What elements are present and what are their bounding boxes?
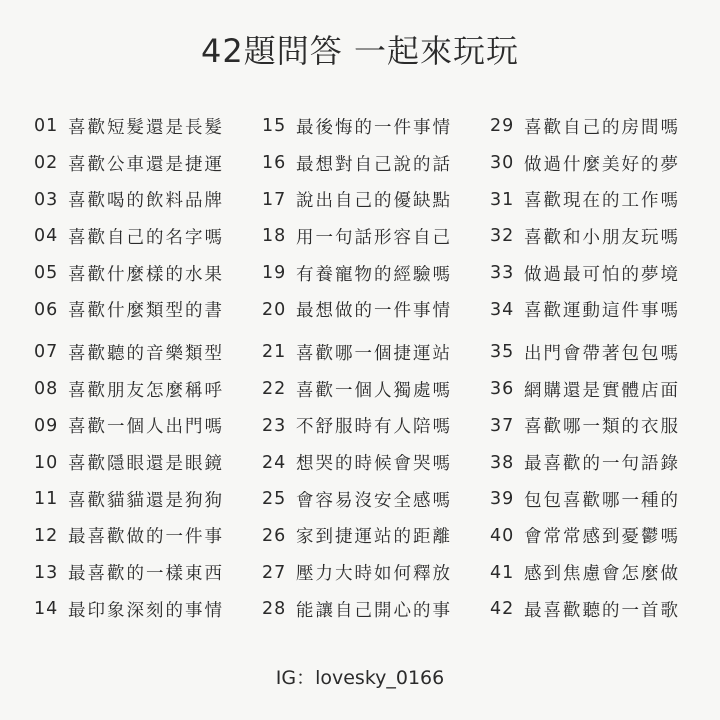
question-item bbox=[490, 334, 718, 371]
question-number: 23 bbox=[262, 415, 287, 436]
question-item bbox=[490, 408, 718, 445]
question-text: 喜歡喝的飲料品牌 bbox=[68, 191, 224, 212]
question-item bbox=[490, 255, 718, 292]
question-number: 09 bbox=[34, 415, 59, 436]
question-number: 08 bbox=[34, 379, 59, 400]
question-text: 網購還是實體店面 bbox=[524, 380, 680, 401]
question-item bbox=[262, 291, 490, 328]
question-item bbox=[490, 291, 718, 328]
question-number: 31 bbox=[490, 189, 515, 210]
question-text: 能讓自己開心的事 bbox=[296, 600, 452, 621]
question-item bbox=[262, 554, 490, 591]
question-item bbox=[490, 444, 718, 481]
question-number: 30 bbox=[490, 153, 515, 174]
question-number: 15 bbox=[262, 116, 287, 137]
question-number: 38 bbox=[490, 452, 515, 473]
question-item bbox=[34, 481, 262, 518]
question-text: 用一句話形容自己 bbox=[296, 227, 452, 248]
question-text: 喜歡哪一類的衣服 bbox=[524, 417, 680, 438]
question-number: 12 bbox=[34, 525, 59, 546]
question-item bbox=[490, 518, 718, 555]
question-item bbox=[262, 108, 490, 145]
question-number: 13 bbox=[34, 562, 59, 583]
question-item bbox=[34, 444, 262, 481]
question-text: 做過最可怕的夢境 bbox=[524, 264, 680, 285]
question-number: 18 bbox=[262, 226, 287, 247]
question-item bbox=[34, 408, 262, 445]
question-number: 11 bbox=[34, 489, 59, 510]
question-text: 出門會帶著包包嗎 bbox=[524, 343, 680, 364]
question-item bbox=[490, 181, 718, 218]
question-number: 24 bbox=[262, 452, 287, 473]
question-item bbox=[34, 371, 262, 408]
question-number: 26 bbox=[262, 525, 287, 546]
question-text: 喜歡什麼樣的水果 bbox=[68, 264, 224, 285]
question-number: 14 bbox=[34, 599, 59, 620]
question-number: 37 bbox=[490, 415, 515, 436]
question-text: 說出自己的優缺點 bbox=[296, 191, 452, 212]
question-text: 最喜歡做的一件事 bbox=[68, 527, 224, 548]
question-text: 喜歡聽的音樂類型 bbox=[68, 343, 224, 364]
question-number: 36 bbox=[490, 379, 515, 400]
question-text: 不舒服時有人陪嗎 bbox=[296, 417, 452, 438]
question-text: 最後悔的一件事情 bbox=[296, 117, 452, 138]
question-item bbox=[262, 255, 490, 292]
question-number: 29 bbox=[490, 116, 515, 137]
question-number: 34 bbox=[490, 299, 515, 320]
question-text: 喜歡公車還是捷運 bbox=[68, 154, 224, 175]
question-number: 22 bbox=[262, 379, 287, 400]
question-item bbox=[262, 181, 490, 218]
question-text: 會容易沒安全感嗎 bbox=[296, 490, 452, 511]
question-item bbox=[490, 108, 718, 145]
page-title: 42題問答 一起來玩玩 bbox=[201, 32, 519, 70]
question-item bbox=[490, 554, 718, 591]
question-text: 最喜歡聽的一首歌 bbox=[524, 600, 680, 621]
question-number: 05 bbox=[34, 263, 59, 284]
question-item bbox=[262, 518, 490, 555]
question-number: 16 bbox=[262, 153, 287, 174]
question-number: 42 bbox=[490, 599, 515, 620]
question-number: 27 bbox=[262, 562, 287, 583]
question-text: 壓力大時如何釋放 bbox=[296, 564, 452, 585]
question-column-1 bbox=[34, 108, 262, 628]
question-number: 39 bbox=[490, 489, 515, 510]
question-item bbox=[262, 591, 490, 628]
question-text: 想哭的時候會哭嗎 bbox=[296, 454, 452, 475]
question-text: 喜歡朋友怎麼稱呼 bbox=[68, 380, 224, 401]
question-text: 做過什麼美好的夢 bbox=[524, 154, 680, 175]
question-item bbox=[34, 591, 262, 628]
question-number: 28 bbox=[262, 599, 287, 620]
question-number: 32 bbox=[490, 226, 515, 247]
question-item bbox=[34, 181, 262, 218]
question-text: 喜歡什麼類型的書 bbox=[68, 301, 224, 322]
question-text: 最想做的一件事情 bbox=[296, 301, 452, 322]
question-text: 喜歡哪一個捷運站 bbox=[296, 343, 452, 364]
question-item bbox=[262, 371, 490, 408]
question-item bbox=[490, 591, 718, 628]
question-number: 20 bbox=[262, 299, 287, 320]
question-item bbox=[34, 291, 262, 328]
question-item bbox=[490, 218, 718, 255]
question-item bbox=[490, 481, 718, 518]
question-number: 10 bbox=[34, 452, 59, 473]
question-item bbox=[34, 554, 262, 591]
question-text: 喜歡自己的名字嗎 bbox=[68, 227, 224, 248]
question-item bbox=[490, 145, 718, 182]
question-text: 最喜歡的一句語錄 bbox=[524, 454, 680, 475]
question-number: 19 bbox=[262, 263, 287, 284]
question-item bbox=[262, 444, 490, 481]
question-number: 33 bbox=[490, 263, 515, 284]
question-text: 喜歡一個人獨處嗎 bbox=[296, 380, 452, 401]
question-item bbox=[262, 218, 490, 255]
question-text: 有養寵物的經驗嗎 bbox=[296, 264, 452, 285]
question-number: 07 bbox=[34, 342, 59, 363]
question-number: 01 bbox=[34, 116, 59, 137]
question-item bbox=[262, 334, 490, 371]
question-number: 06 bbox=[34, 299, 59, 320]
question-number: 41 bbox=[490, 562, 515, 583]
question-item bbox=[34, 518, 262, 555]
question-text: 包包喜歡哪一種的 bbox=[524, 490, 680, 511]
question-text: 喜歡現在的工作嗎 bbox=[524, 191, 680, 212]
question-text: 喜歡隱眼還是眼鏡 bbox=[68, 454, 224, 475]
question-text: 最想對自己說的話 bbox=[296, 154, 452, 175]
question-item bbox=[490, 371, 718, 408]
question-item bbox=[262, 145, 490, 182]
instagram-handle: IG：lovesky_0166 bbox=[275, 667, 445, 689]
question-number: 17 bbox=[262, 189, 287, 210]
question-text: 喜歡運動這件事嗎 bbox=[524, 301, 680, 322]
question-item bbox=[262, 481, 490, 518]
question-column-2 bbox=[262, 108, 490, 628]
question-text: 最印象深刻的事情 bbox=[68, 600, 224, 621]
question-item bbox=[34, 218, 262, 255]
question-text: 喜歡和小朋友玩嗎 bbox=[524, 227, 680, 248]
question-number: 02 bbox=[34, 153, 59, 174]
question-number: 04 bbox=[34, 226, 59, 247]
question-text: 喜歡一個人出門嗎 bbox=[68, 417, 224, 438]
question-item bbox=[34, 255, 262, 292]
question-text: 最喜歡的一樣東西 bbox=[68, 564, 224, 585]
question-text: 喜歡貓貓還是狗狗 bbox=[68, 490, 224, 511]
question-number: 40 bbox=[490, 525, 515, 546]
question-number: 35 bbox=[490, 342, 515, 363]
question-number: 03 bbox=[34, 189, 59, 210]
question-text: 會常常感到憂鬱嗎 bbox=[524, 527, 680, 548]
question-item bbox=[34, 145, 262, 182]
question-item bbox=[262, 408, 490, 445]
question-text: 喜歡自己的房間嗎 bbox=[524, 117, 680, 138]
question-text: 喜歡短髮還是長髮 bbox=[68, 117, 224, 138]
question-number: 25 bbox=[262, 489, 287, 510]
question-item bbox=[34, 108, 262, 145]
question-column-3 bbox=[490, 108, 718, 628]
question-grid bbox=[34, 108, 718, 628]
question-text: 感到焦慮會怎麼做 bbox=[524, 564, 680, 585]
question-number: 21 bbox=[262, 342, 287, 363]
question-item bbox=[34, 334, 262, 371]
question-text: 家到捷運站的距離 bbox=[296, 527, 452, 548]
